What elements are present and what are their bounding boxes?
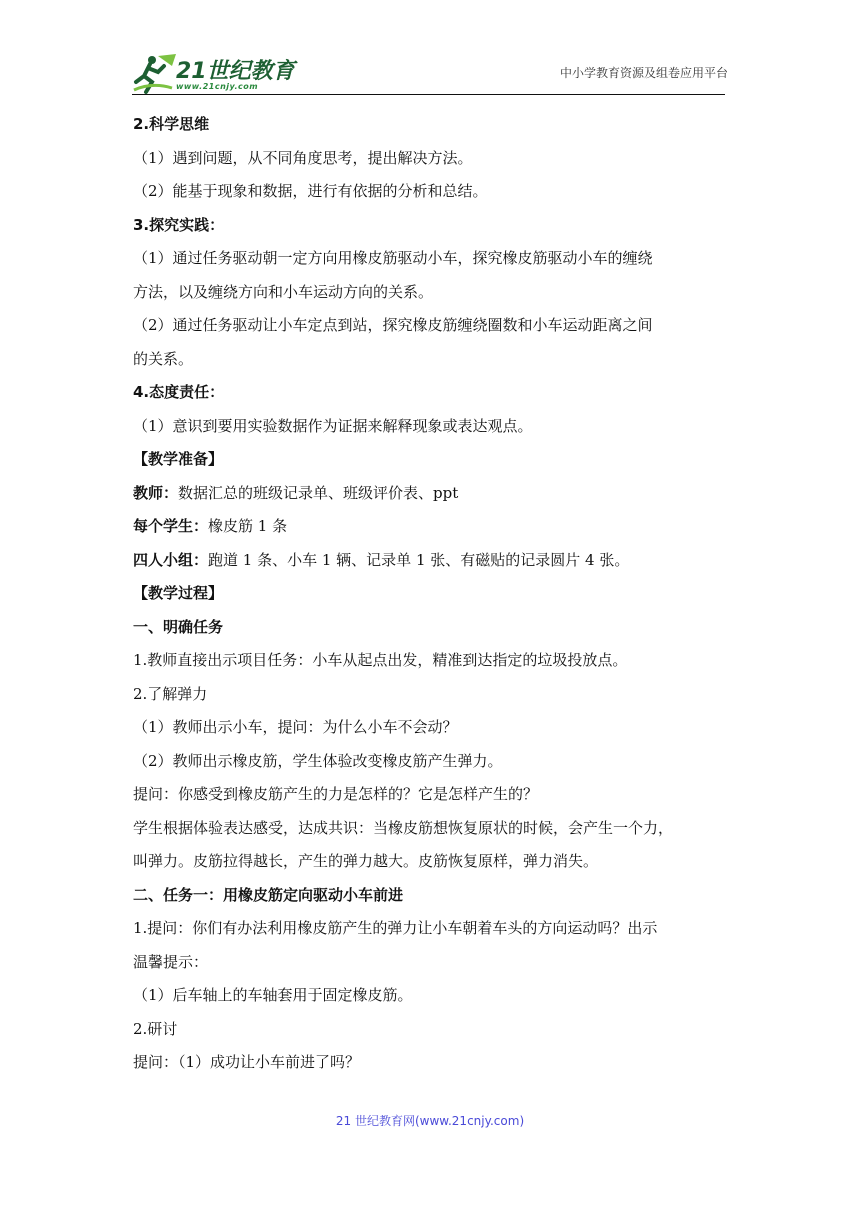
page-header [0,0,860,100]
paragraph-line: （1）遇到问题，从不同角度思考，提出解决方法。 [133,148,473,167]
paragraph-line: 学生根据体验表达感受，达成共识：当橡皮筋想恢复原状的时候，会产生一个力， [133,818,674,837]
paragraph-line: 提问：（1）成功让小车前进了吗？ [133,1053,361,1071]
paragraph-line: （1）后车轴上的车轴套用于固定橡皮筋。 [133,986,413,1004]
section-heading: 【教学准备】 [133,450,224,468]
paragraph-line: 温馨提示： [133,952,209,971]
paragraph-line: 叫弹力。皮筋拉得越长，产生的弹力越大。皮筋恢复原样，弹力消失。 [133,852,599,870]
section-heading: 一、明确任务 [133,617,224,636]
document-body [133,108,733,1080]
paragraph-line: 1.提问：你们有办法利用橡皮筋产生的弹力让小车朝着车头的方向运动吗？出示 [133,919,658,937]
paragraph-line: （1）意识到要用实验数据作为证据来解释现象或表达观点。 [133,416,533,435]
section-heading: 二、任务一：用橡皮筋定向驱动小车前进 [133,885,404,904]
prep-text: 数据汇总的班级记录单、班级评价表、ppt [178,483,459,502]
paragraph-line: 方法，以及缠绕方向和小车运动方向的关系。 [133,282,434,301]
section-heading: 【教学过程】 [133,584,224,602]
paragraph-line: （2）教师出示橡皮筋，学生体验改变橡皮筋产生弹力。 [133,751,503,770]
section-heading: 3.探究实践： [133,215,225,234]
logo [132,52,302,96]
footer-link[interactable]: 21 世纪教育网(www.21cnjy.com) [335,1114,525,1128]
prep-line [133,510,733,544]
paragraph-line: （1）通过任务驱动朝一定方向用橡皮筋驱动小车，探究橡皮筋驱动小车的缠绕 [133,249,653,267]
platform-title: 中小学教育资源及组卷应用平台 [559,66,728,80]
prep-text: 橡皮筋 1 条 [208,517,288,535]
prep-label: 教师： [133,483,179,502]
paragraph-line: 2.了解弹力 [133,684,208,703]
prep-text: 跑道 1 条、小车 1 辆、记录单 1 张、有磁贴的记录圆片 4 张。 [208,550,630,569]
prep-line [133,477,733,511]
prep-line [133,544,733,578]
paragraph-line: （2）通过任务驱动让小车定点到站，探究橡皮筋缠绕圈数和小车运动距离之间 [133,316,653,334]
section-heading: 2.科学思维 [133,115,210,133]
paragraph-line: （1）教师出示小车，提问：为什么小车不会动？ [133,718,458,736]
paragraph-line: 1.教师直接出示项目任务：小车从起点出发，精准到达指定的垃圾投放点。 [133,651,628,669]
prep-label: 每个学生： [133,517,209,535]
prep-label: 四人小组： [133,550,209,569]
paragraph-line: 2.研讨 [133,1019,178,1038]
section-heading: 4.态度责任： [133,383,225,401]
paragraph-line: 的关系。 [133,349,194,368]
paragraph-line: 提问：你感受到橡皮筋产生的力是怎样的？它是怎样产生的？ [133,785,539,803]
header-divider [132,94,725,95]
logo-main-text: 21世纪教育 [176,59,295,84]
runner-icon [132,52,180,96]
paragraph-line: （2）能基于现象和数据，进行有依据的分析和总结。 [133,182,488,200]
logo-url-text: www.21cnjy.com [176,82,259,91]
